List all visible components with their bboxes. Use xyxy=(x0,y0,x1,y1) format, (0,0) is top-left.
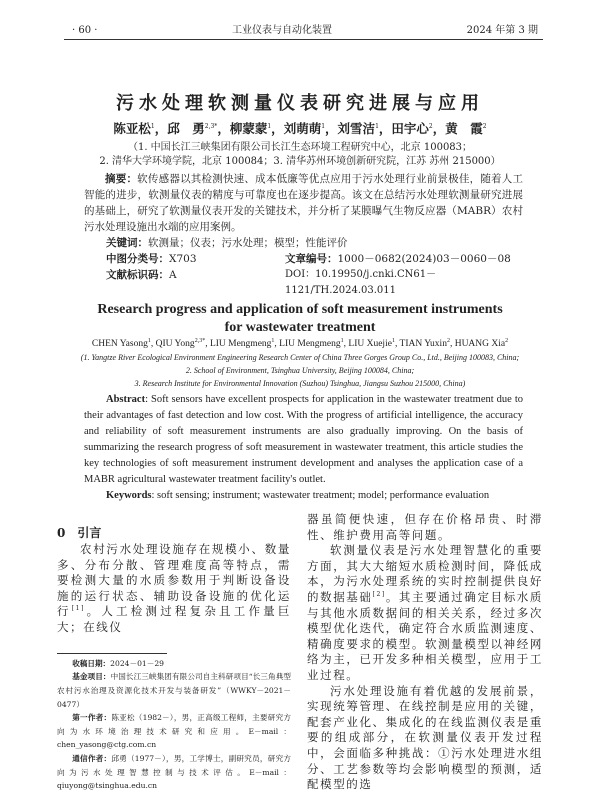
author-en: TIAN Yuxin xyxy=(399,339,447,349)
english-affiliation-line: (1. Yangtze River Ecological Environment Engineering Research Center of China Three Gorges Group Co., Ltd., Beijing 100083, China; xyxy=(80,353,520,362)
abstract-en-text: : Soft sensors have excellent prospects for application in the wastewater treatment due to their advantages of fast detection and low cost. With the progress of artificial intelligence, the accuracy and reliability of soft measurement instruments are also gradually improving. On the basis of summarizing the research progress of soft measurement in wastewater treatment, this article studies the key technologies of soft measurement instrument development and analyses the application case of a MABR agricultural wastewater treatment facility's outlet. xyxy=(84,394,523,485)
footnote xyxy=(57,670,291,711)
body-columns xyxy=(57,512,543,793)
classification-meta xyxy=(84,251,523,299)
footnotes xyxy=(57,657,291,793)
paragraph-text: 。其主要通过确定目标水质与其他水质数据间的相关关系，经过多次模型优化迭代，确定符合水质监测速度、精确度要求的模型。软测量模型以神经网络为主，已开发多种相关模型，应用于工业过程。 xyxy=(307,589,544,682)
footnote-label: 通信作者： xyxy=(72,753,112,763)
keywords-text: 软测量；仪表；污水处理；模型；性能评价 xyxy=(148,237,348,249)
author-sup: 2 xyxy=(482,122,487,130)
english-title-line: Research progress and application of soft measurement instruments xyxy=(97,302,503,317)
citation[interactable]: [1] xyxy=(71,605,86,613)
clc-number xyxy=(106,251,285,267)
abstract-en xyxy=(84,392,523,504)
author-sup: 1 xyxy=(375,122,379,130)
footnote-area xyxy=(57,647,291,793)
author: 刘雪洁 xyxy=(337,121,376,136)
doi-label: DOI： xyxy=(285,269,316,280)
keywords-en-text: : soft sensing; instrument; wastewater treatment; model; performance evaluation xyxy=(151,490,490,501)
footnote xyxy=(57,752,291,793)
author-en: LIU Mengmeng xyxy=(209,339,272,349)
intro-paragraph-end: 。人工检测过程复杂且工作量巨大；在线仪 xyxy=(57,604,291,634)
english-affiliation-line: 3. Research Institute for Environmental Innovation (Suzhou) Tsinghua, Jiangsu Suzhou 215000, China) xyxy=(134,379,466,388)
author-sup: 1 xyxy=(340,337,344,344)
author-en: HUANG Xia xyxy=(454,339,506,349)
intro-paragraph: 农村污水处理设施存在规模小、数量多、分布分散、管理难度高等特点，需要检测大量的水质参数用于判断设备设施的运行状态、辅助设备设施的优化运行 xyxy=(57,542,291,619)
clc-value: X703 xyxy=(169,253,197,265)
author-en: CHEN Yasong xyxy=(91,339,148,349)
author-en: LIU Xuejie xyxy=(348,339,392,349)
footnote-text: 邱勇（1977－），男，工学博士，副研究员，研究方向为污水处理智慧控制与技术评估。E－mail：qiuyong@tsinghua.edu.cn xyxy=(57,753,291,791)
clc-label: 中图分类号： xyxy=(106,253,169,265)
author-sup: 1 xyxy=(321,122,326,130)
affiliation-line: 2. 清华大学环境学院，北京 100084；3. 清华苏州环境创新研究院，江苏 苏州 215000） xyxy=(99,156,501,167)
journal-name: 工业仪表与自动化装置 xyxy=(232,25,333,36)
doi xyxy=(285,267,523,299)
english-title-line: for wastewater treatment xyxy=(224,320,376,335)
chinese-front-matter xyxy=(84,171,523,299)
keywords-label: 关键词： xyxy=(106,237,148,249)
section-number: 0 xyxy=(57,526,66,540)
author-sup: 1 xyxy=(391,337,395,344)
author-sup: 2 xyxy=(505,337,509,344)
issue-label: 2024 年第 3 期 xyxy=(466,25,538,36)
footnote-label: 收稿日期： xyxy=(72,658,111,668)
abstract-text: 软传感器以其检测快速、成本低廉等优点应用于污水处理行业前景极佳，随着人工智能的进步，软测量仪表的精度与可靠度也在逐步提高。该文在总结污水处理软测量研究进展的基础上，研究了软测量仪表开发的关键技术，并分析了某膜曝气生物反应器（MABR）农村污水处理设施出水端的应用案例。 xyxy=(84,173,523,233)
paper-title: 污水处理软测量仪表研究进展与应用 xyxy=(116,93,484,114)
author-sup: 2 xyxy=(428,122,433,130)
author: 邱 勇 xyxy=(167,121,205,136)
footnote-text: 陈亚松（1982－），男，正高级工程师，主要研究方向为水环境治理技术研究和应用。E－mail：chen_yasong@ctg.com.cn xyxy=(57,713,291,750)
abstract-label: 摘要： xyxy=(105,173,138,185)
author-sup: 2,3* xyxy=(194,337,206,344)
footnote-text: 2024－01－29 xyxy=(110,658,164,668)
author-sup: 2,3* xyxy=(204,122,218,130)
author-en: QIU Yong xyxy=(155,339,195,349)
footnote-label: 第一作者： xyxy=(72,713,112,723)
article-no-label: 文章编号： xyxy=(285,253,338,265)
author-list: 陈亚松$^1$，邱 勇$^{2,3*}$，柳蒙蒙$^1$，刘萌萌$^1$，刘雪洁$^1$，田宇心$^2$，黄 霞$^2$ xyxy=(113,121,487,136)
footnote xyxy=(57,657,291,671)
footnote-rule xyxy=(57,653,167,654)
footnote xyxy=(57,711,291,752)
author-sup: 1 xyxy=(150,122,155,130)
affiliation-line: （1. 中国长江三峡集团有限公司长江生态环境工程研究中心，北京 100083； xyxy=(127,142,473,153)
author-sup: 2 xyxy=(446,337,450,344)
author: 黄 霞 xyxy=(445,121,483,136)
right-column-text xyxy=(307,512,543,793)
footnote-text: 中国长江三峡集团有限公司自主科研项目“长三角典型农村污水治理及资源化技术开发与装备研发”（WWKY－2021－0477） xyxy=(57,672,292,709)
author-sup: 1 xyxy=(267,122,272,130)
paragraph: 器虽简便快速，但存在价格昂贵、时滞性、维护费用高等问题。 xyxy=(307,512,543,542)
author: 柳蒙蒙 xyxy=(229,121,268,136)
doc-code-value: A xyxy=(169,269,177,281)
page-number: · 60 · xyxy=(72,25,98,36)
author: 田宇心 xyxy=(391,121,429,136)
author-sup: 1 xyxy=(271,337,275,344)
section-title: 引言 xyxy=(77,526,102,540)
paragraph xyxy=(307,543,543,683)
article-no-value: 1000－0682(2024)03－0060－08 xyxy=(337,253,511,265)
author: 陈亚松 xyxy=(113,121,151,136)
abstract-cn xyxy=(84,171,523,235)
english-affiliation-line: 2. School of Environment, Tsinghua University, Beijing 100084, China; xyxy=(185,366,415,375)
document-code xyxy=(106,267,285,299)
article-number xyxy=(285,251,523,267)
english-author-list: CHEN Yasong$^1$, QIU Yong$^{2,3*}$, LIU Mengmeng$^1$, LIU Mengmeng$^1$, LIU Xuejie$^1$, TIAN Yuxin$^2$, HUANG Xia$^2$ xyxy=(91,337,509,349)
left-column xyxy=(57,512,291,793)
author: 刘萌萌 xyxy=(283,121,322,136)
keywords-cn xyxy=(84,235,523,251)
paragraph-text: 软测量仪表是污水处理智慧化的重要方面，其大大缩短水质检测时间，降低成本，为污水处理系统的实时控制提供良好的数据基础 xyxy=(307,543,543,604)
doc-code-label: 文献标识码： xyxy=(106,269,169,281)
abstract-en-label: Abstract xyxy=(106,394,146,405)
citation[interactable]: [2] xyxy=(372,591,386,599)
running-header xyxy=(57,24,543,37)
header-rule xyxy=(64,39,543,40)
left-column-text xyxy=(57,542,291,636)
author-en: LIU Mengmeng xyxy=(279,339,341,349)
keywords-en-label: Keywords xyxy=(106,490,152,501)
doi-link[interactable]: 10.19950/j.cnki.CN61－1121/TH.2024.03.011 xyxy=(285,269,437,296)
paragraph: 污水处理设施有着优越的发展前景，实现统筹管理、在线控制是应用的关键，配套产业化、集成化的在线监测仪表是重要的组成部分，在软测量仪表开发过程中，会面临多种挑战：①污水处理进水组分、工艺参数等均会影响模型的预测，适配模型的选 xyxy=(307,683,543,792)
author-sup: 1 xyxy=(147,337,151,344)
footnote-label: 基金项目： xyxy=(72,672,111,682)
section-heading xyxy=(57,524,291,542)
